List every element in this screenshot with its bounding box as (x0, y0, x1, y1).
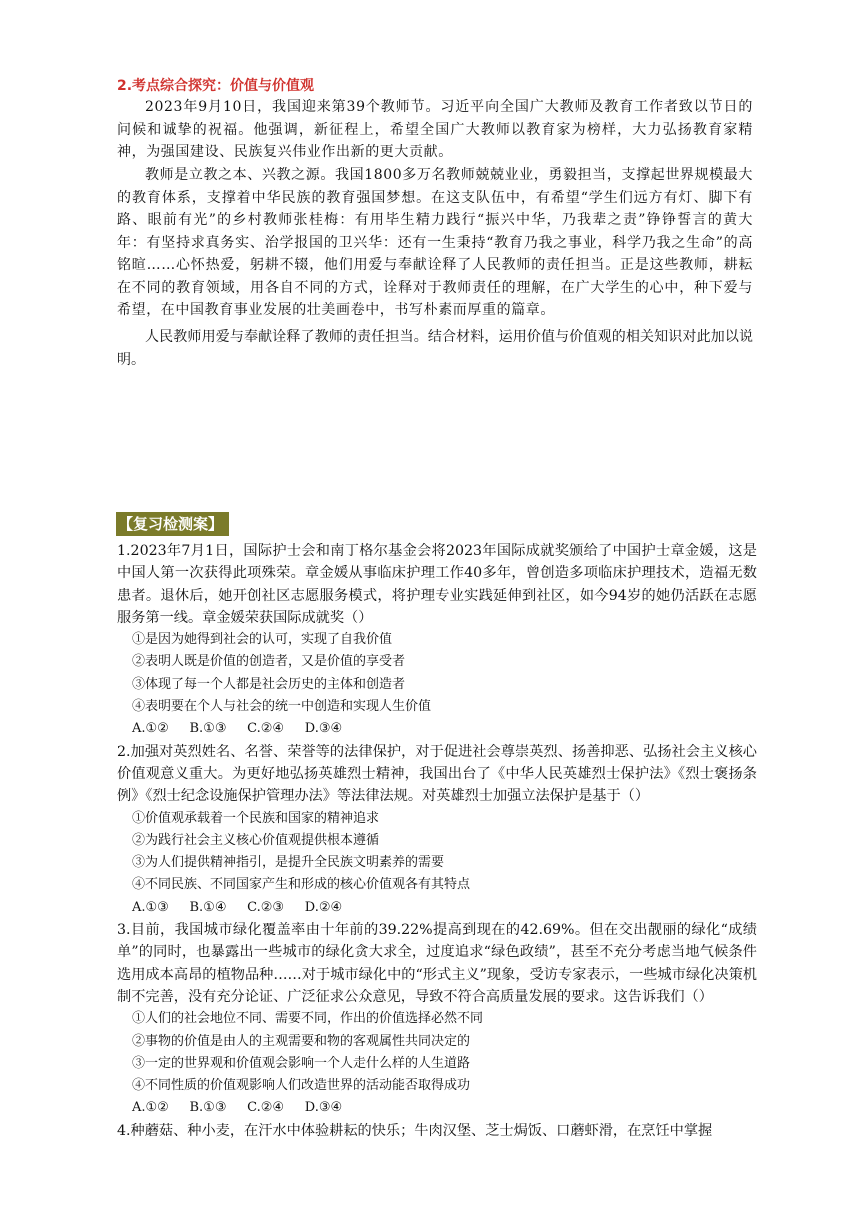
question-2 (117, 741, 757, 919)
question-1 (117, 540, 757, 741)
question-stem: 1.2023年7月1日，国际护士会和南丁格尔基金会将2023年国际成就奖颁给了中国护士章金媛，这是中国人第一次获得此项殊荣。章金媛从事临床护理工作40多年，曾创造多项临床护理技术，造福无数患者。退休后，她开创社区志愿服务模式，将护理专业实践延伸到社区，如今94岁的她仍活跃在志愿服务第一线。章金媛荣获国际成就奖（） (117, 543, 757, 626)
question-prompt: 人民教师用爱与奉献诠释了教师的责任担当。结合材料，运用价值与价值观的相关知识对此加以说明。 (117, 329, 753, 368)
question-list (117, 540, 757, 1142)
review-banner: 【复习检测案】 (116, 512, 229, 536)
option-3: ③一定的世界观和价值观会影响一个人走什么样的人生道路 (132, 1055, 471, 1071)
question-3 (117, 919, 757, 1120)
option-4: ④不同性质的价值观影响人们改造世界的活动能否取得成功 (132, 1078, 471, 1094)
answer-choices: A.①③ B.①④ C.②③ D.②④ (132, 899, 343, 915)
option-2: ②表明人既是价值的创造者，又是价值的享受者 (132, 654, 406, 670)
question-stem: 4.种蘑菇、种小麦，在汗水中体验耕耘的快乐；牛肉汉堡、芝士焗饭、口蘑虾滑，在烹饪中掌握 (117, 1122, 713, 1139)
question-stem: 2.加强对英烈姓名、名誉、荣誉等的法律保护，对于促进社会尊崇英烈、扬善抑恶、弘扬社会主义核心价值观意义重大。为更好地弘扬英雄烈士精神，我国出台了《中华人民英雄烈士保护法》《烈士褒扬条例》《烈士纪念设施保护管理办法》等法律法规。对英雄烈士加强立法保护是基于（） (117, 743, 757, 805)
question-stem: 3.目前，我国城市绿化覆盖率由十年前的39.22%提高到现在的42.69%。但在交出靓丽的绿化“成绩单”的同时，也暴露出一些城市的绿化贪大求全，过度追求“绿色政绩”，甚至不充分考虑当地气候条件选用成本高昂的植物品种……对于城市绿化中的“形式主义”现象，受访专家表示，一些城市绿化决策机制不完善，没有充分论证、广泛征求公众意见，导致不符合高质量发展的要求。这告诉我们（） (117, 922, 757, 1005)
option-3: ③为人们提供精神指引，是提升全民族文明素养的需要 (132, 855, 445, 871)
option-2: ②为践行社会主义核心价值观提供根本遵循 (132, 832, 380, 848)
material-paragraph-2: 教师是立教之本、兴教之源。我国1800多万名教师兢兢业业，勇毅担当，支撑起世界规模最大的教育体系，支撑着中华民族的教育强国梦想。在这支队伍中，有希望“学生们远方有灯、脚下有路、眼前有光”的乡村教师张桂梅：有用毕生精力践行“振兴中华，乃我辈之责”铮铮誓言的黄大年：有坚持求真务实、治学报国的卫兴华：还有一生秉持“教育乃我之事业，科学乃我之生命”的高铭暄……心怀热爱，躬耕不辍，他们用爱与奉献诠释了人民教师的责任担当。正是这些教师，耕耘在不同的教育领域，用各自不同的方式，诠释对于教师责任的理解，在广大学生的心中，种下爱与希望，在中国教育事业发展的壮美画卷中，书写朴素而厚重的篇章。 (117, 167, 753, 318)
option-1: ①是因为她得到社会的认可，实现了自我价值 (132, 632, 393, 648)
option-2: ②事物的价值是由人的主观需要和物的客观属性共同决定的 (132, 1033, 471, 1049)
question-4 (117, 1120, 757, 1142)
option-1: ①人们的社会地位不同、需要不同，作出的价值选择必然不同 (132, 1011, 484, 1027)
option-4: ④表明要在个人与社会的统一中创造和实现人生价值 (132, 699, 432, 715)
option-4: ④不同民族、不同国家产生和形成的核心价值观各有其特点 (132, 877, 471, 893)
answer-choices: A.①② B.①③ C.②④ D.③④ (132, 1100, 343, 1116)
option-3: ③体现了每一个人都是社会历史的主体和创造者 (132, 676, 406, 692)
answer-choices: A.①② B.①③ C.②④ D.③④ (132, 721, 343, 737)
material-paragraph-1: 2023年9月10日，我国迎来第39个教师节。习近平向全国广大教师及教育工作者致以节日的问候和诚挚的祝福。他强调，新征程上，希望全国广大教师以教育家为榜样，大力弘扬教育家精神，为强国建设、民族复兴伟业作出新的更大贡献。 (117, 99, 753, 160)
option-1: ①价值观承载着一个民族和国家的精神追求 (132, 810, 380, 826)
section-title: 2.考点综合探究：价值与价值观 (117, 78, 315, 94)
